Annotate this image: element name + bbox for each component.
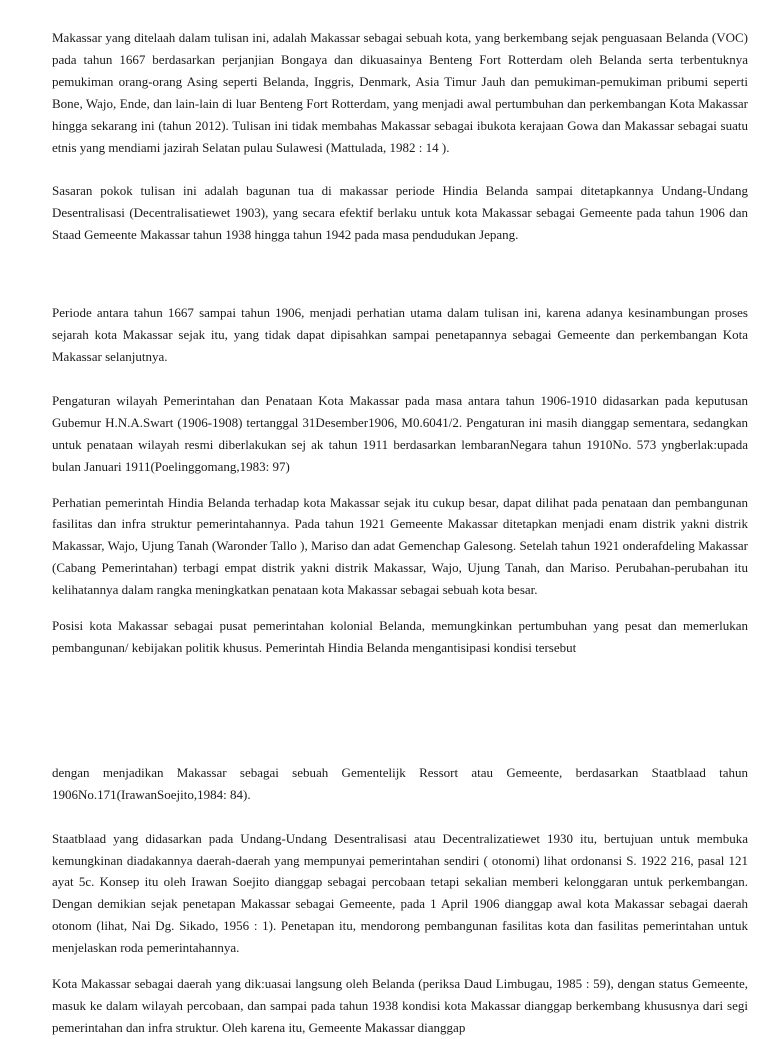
paragraph-2: Sasaran pokok tulisan ini adalah bagunan tua di makassar periode Hindia Belanda sampai ditetapkannya Undang-Undang Desentralisasi (Decentralisatiewet 1903), yang secara efektif berlaku untuk kota Makassar sebagai Gemeente pada tahun 1906 dan Staad Gemeente Makassar tahun 1938 hingga tahun 1942 pada masa pendudukan Jepang. xyxy=(52,183,748,243)
paragraph-spacer xyxy=(52,601,748,615)
paragraph-spacer xyxy=(52,368,748,390)
paragraph-6: Posisi kota Makassar sebagai pusat pemerintahan kolonial Belanda, memungkinkan pertumbuhan yang pesat dan memerlukan pembangunan/ kebijakan politik khusus. Pemerintah Hindia Belanda mengantisipasi kondisi tersebut xyxy=(52,618,748,655)
paragraph-spacer xyxy=(52,806,748,828)
paragraph-spacer xyxy=(52,478,748,492)
page-break-gap xyxy=(52,659,748,762)
paragraph-9: Kota Makassar sebagai daerah yang dik:uasai langsung oleh Belanda (periksa Daud Limbugau, 1985 : 59), dengan status Gemeente, masuk ke dalam wilayah percobaan, dan sampai pada tahun 1938 kondisi kota Makassar dianggap berkembang khususnya dari segi pemerintahan dan infra struktur. Oleh karena itu, Gemeente Makassar dianggap xyxy=(52,976,748,1035)
paragraph-3: Periode antara tahun 1667 sampai tahun 1906, menjadi perhatian utama dalam tulisan ini, karena adanya kesinambungan proses sejarah kota Makassar sejak itu, yang tidak dapat dipisahkan sampai penetapannya sebagai Gemeente dan perkembangan Kota Makassar selanjutnya. xyxy=(52,305,748,364)
paragraph-5: Perhatian pemerintah Hindia Belanda terhadap kota Makassar sejak itu cukup besar, dapat dilihat pada penataan dan pembangunan fasilitas dan infra struktur pemerintahannya. Pada tahun 1921 Gemeente Makassar ditetapkan menjadi enam distrik yakni distrik Makassar, Wajo, Ujung Tanah (Waronder Tallo ), Mariso dan adat Gemenchap Galesong. Setelah tahun 1921 onderafdeling Makassar (Cabang Pemerintahan) terbagi empat distrik yakni distrik Makassar, Wajo, Ujung Tanah, dan Mariso. Perubahan-perubahan itu kelihatannya dalam rangka meningkatkan penataan kota Makassar sebagai sebuah kota besar. xyxy=(52,494,748,598)
document-page xyxy=(52,27,748,1039)
paragraph-spacer xyxy=(52,959,748,973)
paragraph-spacer xyxy=(52,158,748,180)
paragraph-spacer xyxy=(52,246,748,302)
paragraph-8: Staatblaad yang didasarkan pada Undang-Undang Desentralisasi atau Decentralizatiewet 1930 itu, bertujuan untuk membuka kemungkinan diadakannya daerah-daerah yang mempunyai pemerintahan sendiri ( otonomi) lihat ordonansi S. 1922 216, pasal 121 ayat 5c. Konsep itu oleh Irawan Soejito dianggap sebagai percobaan tetapi sekalian memberi kelonggaran untuk perkembangan. Dengan demikian sejak penetapan Makassar sebagai Gemeente, pada 1 April 1906 dianggap awal kota Makassar sebagai daerah otonom (lihat, Nai Dg. Sikado, 1956 : 1). Penetapan itu, mendorong pembangunan fasilitas kota dan fasilitas pemerintahan untuk menjelaskan roda pemerintahannya. xyxy=(52,830,748,956)
paragraph-7: dengan menjadikan Makassar sebagai sebuah Gementelijk Ressort atau Gemeente, berdasarkan Staatblaad tahun 1906No.171(IrawanSoejito,1984: 84). xyxy=(52,764,748,802)
paragraph-4: Pengaturan wilayah Pemerintahan dan Penataan Kota Makassar pada masa antara tahun 1906-1910 didasarkan pada keputusan Gubemur H.N.A.Swart (1906-1908) tertanggal 31Desember1906, M0.6041/2. Pengaturan ini masih dianggap sementara, sedangkan untuk penataan wilayah resmi diberlakukan sej ak tahun 1911 berdasarkan lembaranNegara tahun 1910No. 573 yngberlak:upada bulan Januari 1911(Poelinggomang,1983: 97) xyxy=(52,392,748,474)
paragraph-1: Makassar yang ditelaah dalam tulisan ini, adalah Makassar sebagai sebuah kota, yang berkembang sejak penguasaan Belanda (VOC) pada tahun 1667 berdasarkan perjanjian Bongaya dan dikuasainya Benteng Fort Rotterdam oleh Belanda serta terbentuknya pemukiman orang-orang Asing seperti Belanda, Inggris, Denmark, Asia Timur Jauh dan pemukiman-pemukiman pribumi seperti Bone, Wajo, Ende, dan lain-lain di luar Benteng Fort Rotterdam, yang menjadi awal pertumbuhan dan perkembangan Kota Makassar hingga sekarang ini (tahun 2012). Tulisan ini tidak membahas Makassar sebagai ibukota kerajaan Gowa dan Makassar sebagai suatu etnis yang mendiami jazirah Selatan pulau Sulawesi (Mattulada, 1982 : 14 ). xyxy=(52,30,748,155)
